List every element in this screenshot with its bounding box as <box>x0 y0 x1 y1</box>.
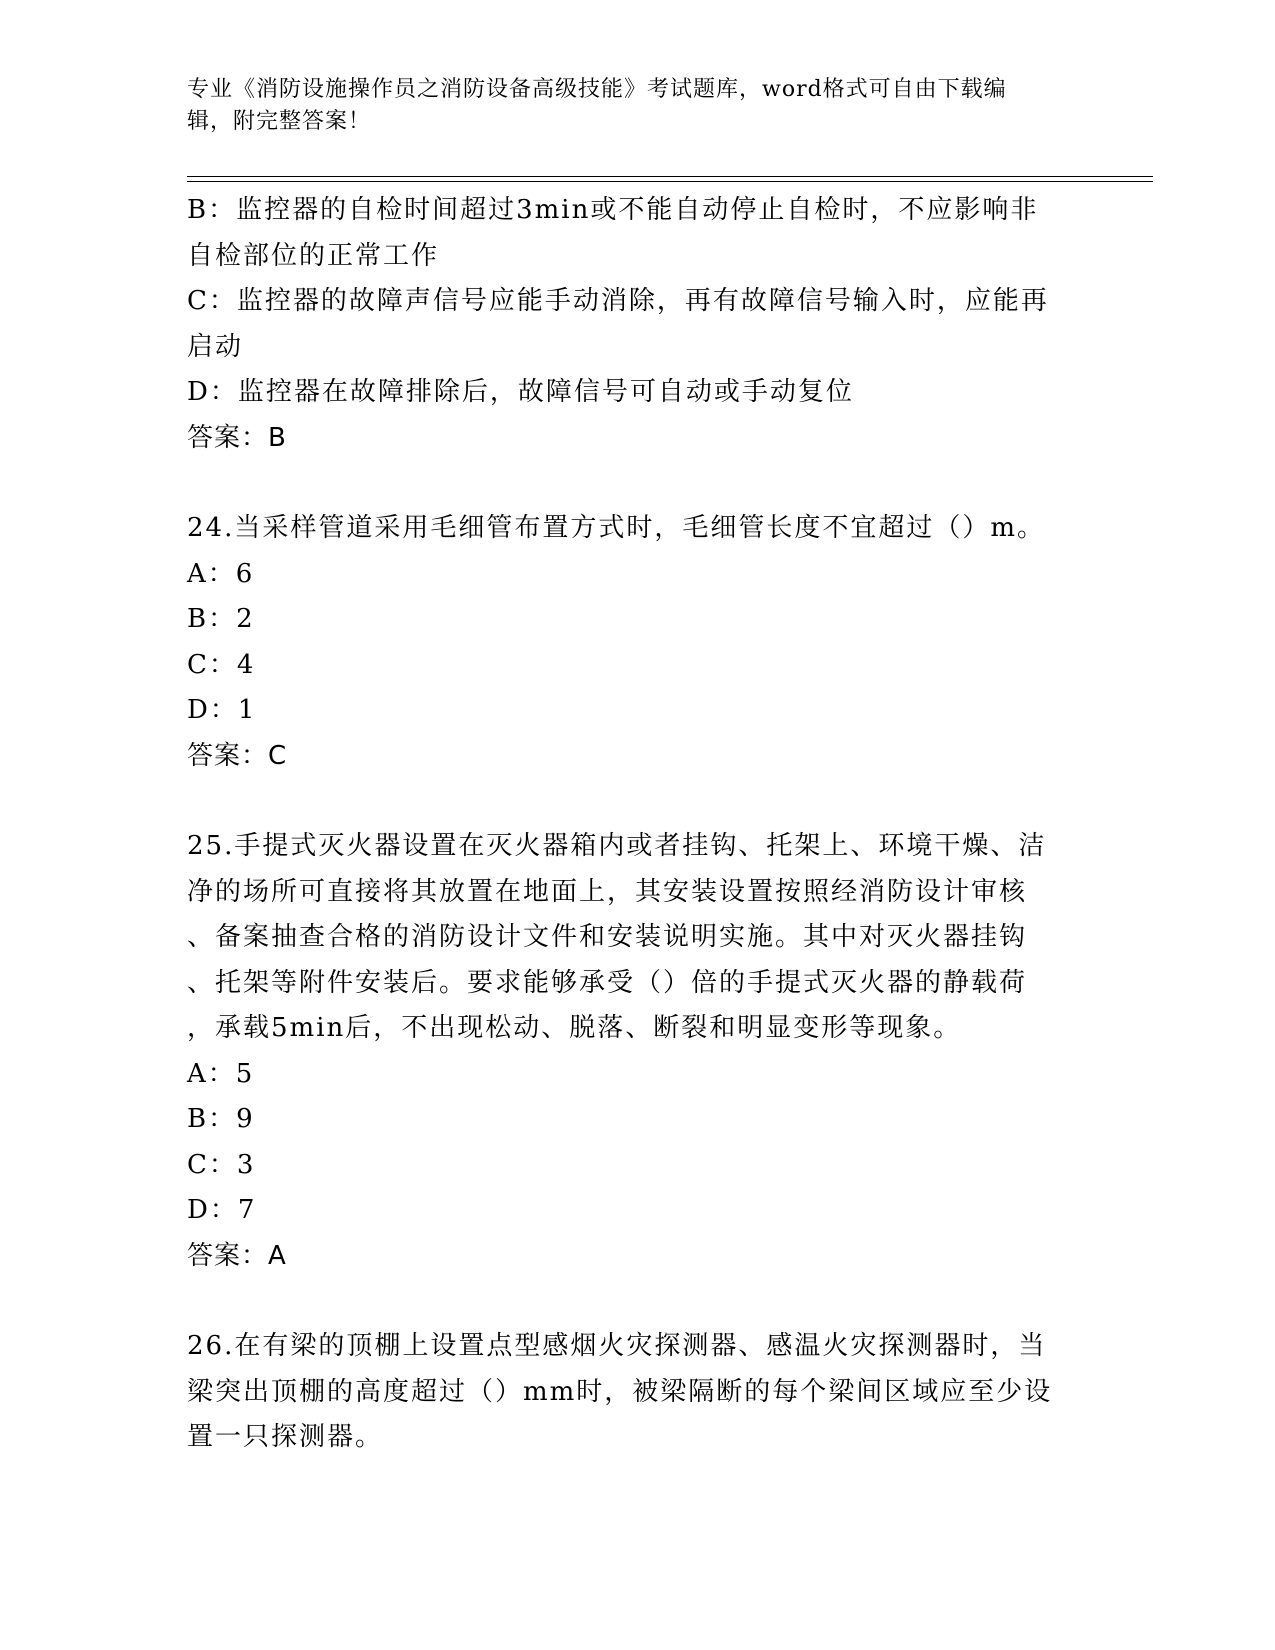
question-24-option-c: C：4 <box>187 649 256 680</box>
question-25-stem-line-4: 、托架等附件安装后。要求能够承受（）倍的手提式灭火器的静载荷 <box>187 967 1028 998</box>
option-b-line-2: 自检部位的正常工作 <box>187 240 440 271</box>
question-26 <box>187 1324 1067 1461</box>
spacer <box>187 779 1067 824</box>
question-25-option-a: A：5 <box>187 1058 255 1089</box>
header-line-1: 专业《消防设施操作员之消防设备高级技能》考试题库，word格式可自由下载编 <box>187 77 1007 102</box>
spacer <box>187 461 1067 506</box>
question-25 <box>187 824 1067 1279</box>
question-24 <box>187 506 1067 779</box>
option-c-line-1: C：监控器的故障声信号应能手动消除，再有故障信号输入时，应能再 <box>187 286 1049 316</box>
question-25-stem-line-1: 25.手提式灭火器设置在灭火器箱内或者挂钩、托架上、环境干燥、洁 <box>187 831 1047 861</box>
option-c-line-2: 启动 <box>187 331 244 362</box>
answer-25: 答案：A <box>187 1240 287 1271</box>
question-24-stem: 24.当采样管道采用毛细管布置方式时，毛细管长度不宜超过（）m。 <box>187 513 1046 543</box>
question-content <box>187 188 1067 1461</box>
question-25-option-d: D：7 <box>187 1195 257 1225</box>
question-25-option-b: B：9 <box>187 1104 255 1134</box>
question-23-continued <box>187 188 1067 461</box>
question-26-stem-line-3: 置一只探测器。 <box>187 1422 384 1452</box>
question-25-stem-line-5: ，承载5min后，不出现松动、脱落、断裂和明显变形等现象。 <box>187 1013 962 1043</box>
question-26-stem-line-2: 梁突出顶棚的高度超过（）mm时，被梁隔断的每个梁间区域应至少设 <box>187 1376 1053 1407</box>
header-line-2: 辑，附完整答案！ <box>187 109 372 134</box>
answer-24: 答案：C <box>187 740 288 771</box>
question-24-option-a: A：6 <box>187 558 255 589</box>
spacer <box>187 1279 1067 1324</box>
header-divider-top <box>187 176 1153 177</box>
question-24-option-d: D：1 <box>187 695 257 725</box>
header-divider-bottom <box>187 181 1153 182</box>
answer-23: 答案：B <box>187 422 287 453</box>
document-header <box>187 74 1067 138</box>
question-24-option-b: B：2 <box>187 604 255 634</box>
question-25-option-c: C：3 <box>187 1149 256 1180</box>
option-d: D：监控器在故障排除后，故障信号可自动或手动复位 <box>187 377 854 407</box>
question-25-stem-line-3: 、备案抽查合格的消防设计文件和安装说明实施。其中对灭火器挂钩 <box>187 922 1028 952</box>
question-26-stem-line-1: 26.在有梁的顶棚上设置点型感烟火灾探测器、感温火灾探测器时，当 <box>187 1331 1047 1361</box>
question-25-stem-line-2: 净的场所可直接将其放置在地面上，其安装设置按照经消防设计审核 <box>187 876 1028 907</box>
option-b-line-1: B：监控器的自检时间超过3min或不能自动停止自检时，不应影响非 <box>187 195 1039 225</box>
